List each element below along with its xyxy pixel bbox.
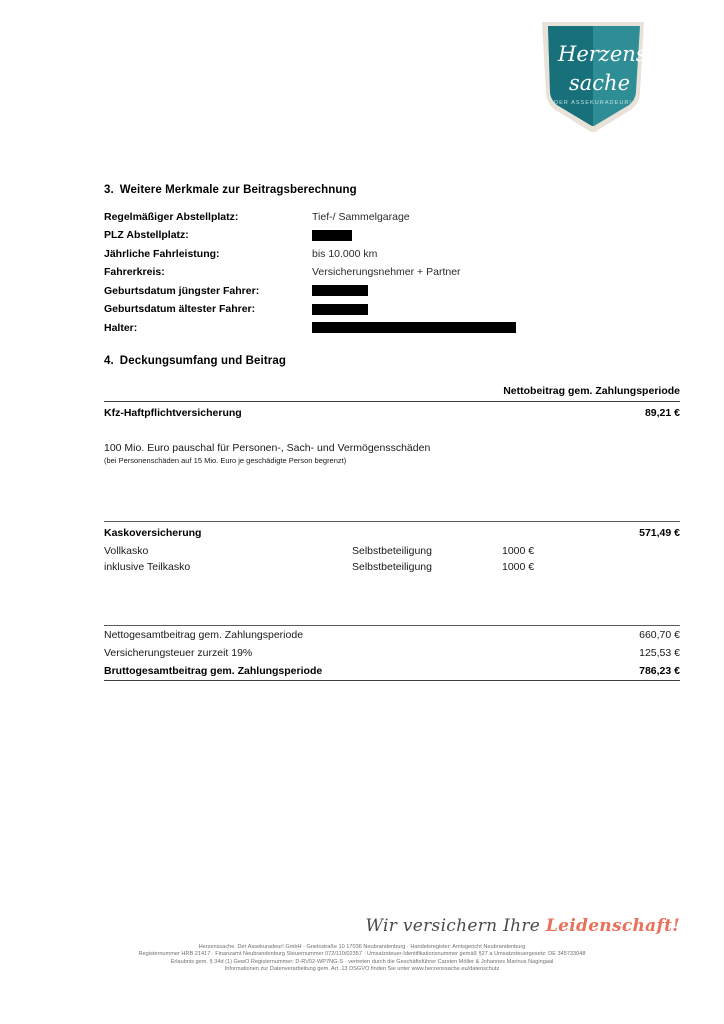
kasko-item-value: 1000 € xyxy=(502,560,535,573)
attribute-row xyxy=(104,208,680,227)
attribute-label: Jährliche Fahrleistung: xyxy=(104,247,220,260)
kasko-item-row xyxy=(104,543,680,559)
footer-line-4: Informationen zur Datenverarbeitung gem. Art. 13 DSGVO finden Sie unter www.herzenssache.eu/datenschutz xyxy=(224,966,500,973)
section4-title: Deckungsumfang und Beitrag xyxy=(119,354,286,367)
kasko-item-label: Selbstbeteiligung xyxy=(352,544,432,557)
kasko-item-row xyxy=(104,559,680,575)
attribute-row xyxy=(104,226,680,245)
logo-script-line2: sache xyxy=(569,71,631,95)
redaction-bar xyxy=(312,230,352,241)
kasko-item-name: Vollkasko xyxy=(104,544,149,557)
section3-heading xyxy=(104,184,680,196)
footer-line-1: Herzenssache. Der Assekuradeur! GmbH · Gneisstraße 10 17036 Neubrandenburg · Handelsregister: Amtsgericht Neubrandenburg xyxy=(198,944,526,950)
footer-line-2: Registernummer HRB 21417 · Finanzamt Neubrandenburg Steuernummer 072/110/02357 · Umsatzsteuer-Identifikationsnummer gemäß §27 a Umsatzsteuergesetz: DE 345733048 xyxy=(138,951,586,958)
coverage-row-liability xyxy=(104,402,680,423)
page-footer xyxy=(0,944,724,974)
attribute-label: Geburtsdatum ältester Fahrer: xyxy=(104,303,256,316)
total-row-tax xyxy=(104,644,680,662)
footer-line-3: Erlaubnis gem. § 34d (1) GewO Registernummer: D-RV02-WP7NG-S · vertreten durch die Geschäftsführer Carsten Möller & Johannes Marinus Nagingaal xyxy=(170,958,554,965)
attribute-value xyxy=(312,322,516,333)
total-row-gross xyxy=(104,662,680,680)
attribute-value: Tief-/ Sammelgarage xyxy=(312,210,410,223)
total-amount: 660,70 € xyxy=(639,628,680,641)
attribute-label: Regelmäßiger Abstellplatz: xyxy=(104,210,239,223)
section4-number: 4. xyxy=(104,354,114,367)
total-label: Nettogesamtbeitrag gem. Zahlungsperiode xyxy=(104,628,304,641)
attribute-row xyxy=(104,263,680,282)
coverage-table xyxy=(104,385,680,681)
attribute-list xyxy=(104,208,680,338)
redaction-bar xyxy=(312,304,368,315)
attribute-value xyxy=(312,304,368,315)
table-column-header: Nettobeitrag gem. Zahlungsperiode xyxy=(503,384,680,397)
kasko-item-name: inklusive Teilkasko xyxy=(104,560,191,573)
total-amount: 125,53 € xyxy=(639,646,680,659)
attribute-row xyxy=(104,319,680,338)
attribute-value: Versicherungsnehmer + Partner xyxy=(312,266,461,279)
totals-bottom-rule xyxy=(104,680,680,681)
attribute-label: Fahrerkreis: xyxy=(104,266,165,279)
section4-heading xyxy=(104,355,680,367)
redaction-bar xyxy=(312,285,368,296)
kasko-item-value: 1000 € xyxy=(502,544,535,557)
totals-block xyxy=(104,625,680,681)
attribute-value: bis 10.000 km xyxy=(312,247,378,260)
total-label: Versicherungsteuer zurzeit 19% xyxy=(104,646,253,659)
redaction-bar xyxy=(312,322,516,333)
coverage-group-kasko xyxy=(104,521,680,575)
total-amount: 786,23 € xyxy=(639,664,680,677)
attribute-value xyxy=(312,230,352,241)
logo-script-line1: Herzens- xyxy=(558,42,654,66)
liability-description-text: 100 Mio. Euro pauschal für Personen-, Sach- und Vermögensschäden xyxy=(104,441,431,454)
attribute-row xyxy=(104,300,680,319)
liability-description xyxy=(104,441,680,465)
tagline-accent: Leidenschaft! xyxy=(545,916,680,936)
attribute-label: Geburtsdatum jüngster Fahrer: xyxy=(104,284,260,297)
tagline-plain: Wir versichern Ihre xyxy=(365,916,546,936)
coverage-amount: 89,21 € xyxy=(644,406,680,419)
coverage-name: Kfz-Haftpflichtversicherung xyxy=(104,406,242,419)
total-row-net xyxy=(104,626,680,644)
coverage-row-kasko xyxy=(104,522,680,543)
attribute-row xyxy=(104,245,680,264)
company-logo xyxy=(528,18,658,136)
attribute-label: PLZ Abstellplatz: xyxy=(104,229,189,242)
section-weitere-merkmale xyxy=(104,174,680,337)
kasko-item-label: Selbstbeteiligung xyxy=(352,560,432,573)
logo-tagline: DER ASSEKURADEUR! xyxy=(554,100,632,106)
section3-title: Weitere Merkmale zur Beitragsberechnung xyxy=(119,183,357,196)
total-label: Bruttogesamtbeitrag gem. Zahlungsperiode xyxy=(104,664,323,677)
shield-icon xyxy=(528,18,658,136)
section3-number: 3. xyxy=(104,183,114,196)
attribute-value xyxy=(312,285,368,296)
attribute-label: Halter: xyxy=(104,321,138,334)
coverage-amount: 571,49 € xyxy=(639,526,680,539)
section-deckungsumfang xyxy=(104,345,680,681)
liability-footnote: (bei Personenschäden auf 15 Mio. Euro je geschädigte Person begrenzt) xyxy=(104,455,347,465)
attribute-row xyxy=(104,282,680,301)
coverage-name: Kaskoversicherung xyxy=(104,526,202,539)
brand-tagline xyxy=(0,916,680,936)
